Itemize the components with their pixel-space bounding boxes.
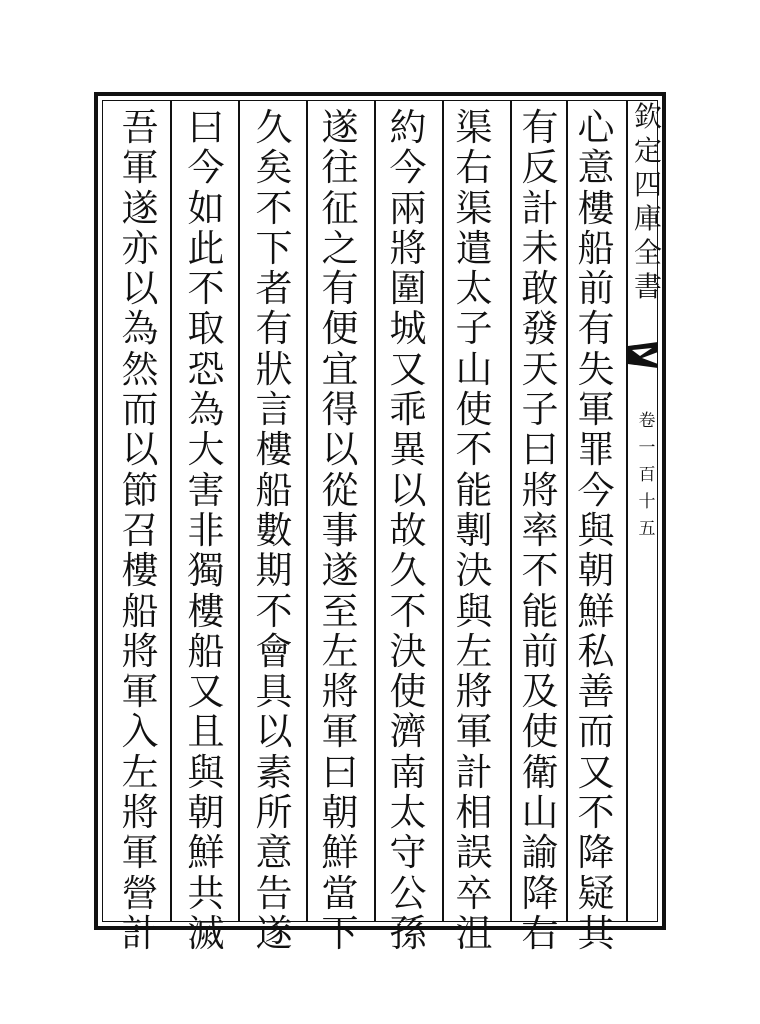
character: 又 bbox=[187, 670, 225, 714]
character: 約 bbox=[389, 106, 427, 149]
character: 子 bbox=[521, 388, 559, 432]
character: 諭 bbox=[521, 831, 559, 875]
character: 疑 bbox=[577, 871, 615, 915]
text-column-6 bbox=[246, 106, 302, 955]
character: 以 bbox=[121, 428, 159, 472]
character: 軍 bbox=[321, 710, 359, 754]
character: 濟 bbox=[389, 710, 427, 754]
character: 今 bbox=[577, 468, 615, 512]
character: 卒 bbox=[455, 871, 493, 915]
text-column-1 bbox=[568, 106, 624, 955]
text-column-8 bbox=[112, 106, 168, 955]
character: 為 bbox=[187, 388, 225, 432]
character: 左 bbox=[121, 750, 159, 794]
character: 曰 bbox=[521, 428, 559, 472]
character: 召 bbox=[121, 508, 159, 552]
column-divider bbox=[306, 100, 308, 922]
character: 遂 bbox=[321, 549, 359, 593]
character: 山 bbox=[455, 347, 493, 391]
character: 又 bbox=[389, 347, 427, 391]
character: 事 bbox=[321, 508, 359, 552]
character: 率 bbox=[521, 508, 559, 552]
character: 樓 bbox=[577, 186, 615, 230]
character: 將 bbox=[121, 629, 159, 673]
character: 船 bbox=[121, 589, 159, 633]
character: 使 bbox=[455, 388, 493, 432]
banxin-title-char: 庫 bbox=[634, 202, 663, 235]
character: 樓 bbox=[255, 428, 293, 472]
character: 使 bbox=[389, 670, 427, 714]
text-column-5 bbox=[312, 106, 368, 955]
banxin-volume-char: 五 bbox=[638, 519, 656, 539]
character: 意 bbox=[577, 146, 615, 190]
banxin-title bbox=[634, 100, 662, 304]
character: 渠 bbox=[455, 106, 493, 149]
character: 遂 bbox=[255, 911, 293, 955]
character: 有 bbox=[577, 307, 615, 351]
character: 太 bbox=[455, 267, 493, 311]
character: 軍 bbox=[121, 831, 159, 875]
text-column-2 bbox=[512, 106, 568, 955]
character: 此 bbox=[187, 226, 225, 270]
character: 獨 bbox=[187, 549, 225, 593]
character: 將 bbox=[521, 468, 559, 512]
character: 遣 bbox=[455, 226, 493, 270]
character: 不 bbox=[455, 428, 493, 472]
character: 言 bbox=[255, 388, 293, 432]
character: 且 bbox=[187, 710, 225, 754]
character: 會 bbox=[255, 629, 293, 673]
character: 大 bbox=[187, 428, 225, 472]
character: 便 bbox=[321, 307, 359, 351]
character: 私 bbox=[577, 629, 615, 673]
character: 樓 bbox=[121, 549, 159, 593]
character: 敢 bbox=[521, 267, 559, 311]
character: 前 bbox=[577, 267, 615, 311]
fish-tail-mark-icon bbox=[628, 342, 658, 368]
character: 太 bbox=[389, 791, 427, 835]
character: 反 bbox=[521, 146, 559, 190]
character: 遂 bbox=[321, 106, 359, 149]
character: 失 bbox=[577, 347, 615, 391]
text-column-4 bbox=[380, 106, 436, 955]
banxin-volume-char: 百 bbox=[638, 465, 656, 485]
character: 軍 bbox=[121, 146, 159, 190]
column-divider bbox=[170, 100, 172, 922]
character: 南 bbox=[389, 750, 427, 794]
character: 告 bbox=[255, 871, 293, 915]
character: 與 bbox=[455, 589, 493, 633]
character: 以 bbox=[389, 468, 427, 512]
character: 久 bbox=[255, 106, 293, 149]
character: 船 bbox=[187, 629, 225, 673]
character: 將 bbox=[455, 670, 493, 714]
character: 山 bbox=[521, 791, 559, 835]
character: 下 bbox=[255, 226, 293, 270]
banxin-title-char: 書 bbox=[634, 270, 663, 303]
character: 狀 bbox=[255, 347, 293, 391]
character: 滅 bbox=[187, 911, 225, 955]
character: 兩 bbox=[389, 186, 427, 230]
banxin-volume-char: 十 bbox=[638, 492, 656, 512]
character: 曰 bbox=[321, 750, 359, 794]
character: 曰 bbox=[187, 106, 225, 149]
character: 決 bbox=[455, 549, 493, 593]
column-divider bbox=[442, 100, 444, 922]
character: 不 bbox=[521, 549, 559, 593]
character: 吾 bbox=[121, 106, 159, 149]
character: 沮 bbox=[455, 911, 493, 955]
text-column-3 bbox=[446, 106, 502, 955]
character: 計 bbox=[455, 750, 493, 794]
character: 然 bbox=[121, 347, 159, 391]
character: 罪 bbox=[577, 428, 615, 472]
banxin-title-char: 欽 bbox=[634, 100, 663, 133]
character: 不 bbox=[255, 186, 293, 230]
character: 船 bbox=[577, 226, 615, 270]
character: 意 bbox=[255, 831, 293, 875]
character: 朝 bbox=[187, 791, 225, 835]
character: 以 bbox=[121, 267, 159, 311]
character: 遂 bbox=[121, 186, 159, 230]
character: 相 bbox=[455, 791, 493, 835]
character: 右 bbox=[455, 146, 493, 190]
character: 其 bbox=[577, 911, 615, 955]
character: 誤 bbox=[455, 831, 493, 875]
character: 守 bbox=[389, 831, 427, 875]
character: 以 bbox=[255, 710, 293, 754]
character: 軍 bbox=[455, 710, 493, 754]
character: 左 bbox=[455, 629, 493, 673]
character: 數 bbox=[255, 508, 293, 552]
character: 營 bbox=[121, 871, 159, 915]
character: 往 bbox=[321, 146, 359, 190]
character: 天 bbox=[521, 347, 559, 391]
character: 計 bbox=[521, 186, 559, 230]
character: 又 bbox=[577, 750, 615, 794]
column-divider bbox=[238, 100, 240, 922]
banxin-title-char: 全 bbox=[634, 236, 663, 269]
character: 不 bbox=[389, 589, 427, 633]
character: 為 bbox=[121, 307, 159, 351]
character: 與 bbox=[187, 750, 225, 794]
character: 將 bbox=[121, 791, 159, 835]
character: 有 bbox=[521, 106, 559, 149]
character: 渠 bbox=[455, 186, 493, 230]
character: 之 bbox=[321, 226, 359, 270]
character: 朝 bbox=[321, 791, 359, 835]
character: 朝 bbox=[577, 549, 615, 593]
character: 公 bbox=[389, 871, 427, 915]
character: 久 bbox=[389, 549, 427, 593]
character: 及 bbox=[521, 670, 559, 714]
character: 如 bbox=[187, 186, 225, 230]
character: 從 bbox=[321, 468, 359, 512]
character: 得 bbox=[321, 388, 359, 432]
character: 軍 bbox=[577, 388, 615, 432]
character: 將 bbox=[389, 226, 427, 270]
character: 鮮 bbox=[577, 589, 615, 633]
character: 具 bbox=[255, 670, 293, 714]
character: 者 bbox=[255, 267, 293, 311]
character: 不 bbox=[577, 791, 615, 835]
banxin-volume-char: 卷 bbox=[638, 411, 656, 431]
character: 孫 bbox=[389, 911, 427, 955]
character: 計 bbox=[121, 911, 159, 955]
character: 鮮 bbox=[187, 831, 225, 875]
banxin-divider bbox=[626, 100, 628, 922]
character: 軍 bbox=[121, 670, 159, 714]
character: 取 bbox=[187, 307, 225, 351]
character: 樓 bbox=[187, 589, 225, 633]
character: 將 bbox=[321, 670, 359, 714]
character: 共 bbox=[187, 871, 225, 915]
character: 子 bbox=[455, 307, 493, 351]
character: 善 bbox=[577, 670, 615, 714]
character: 右 bbox=[521, 911, 559, 955]
character: 今 bbox=[389, 146, 427, 190]
character: 心 bbox=[577, 106, 615, 149]
character: 害 bbox=[187, 468, 225, 512]
character: 入 bbox=[121, 710, 159, 754]
character: 今 bbox=[187, 146, 225, 190]
character: 圍 bbox=[389, 267, 427, 311]
character: 衛 bbox=[521, 750, 559, 794]
character: 能 bbox=[455, 468, 493, 512]
character: 未 bbox=[521, 226, 559, 270]
character: 矣 bbox=[255, 146, 293, 190]
banxin-title-char: 定 bbox=[634, 134, 663, 167]
character: 降 bbox=[577, 831, 615, 875]
character: 乖 bbox=[389, 388, 427, 432]
banxin-volume-char: 一 bbox=[638, 438, 656, 458]
character: 降 bbox=[521, 871, 559, 915]
character: 決 bbox=[389, 629, 427, 673]
character: 剸 bbox=[455, 508, 493, 552]
character: 亦 bbox=[121, 226, 159, 270]
character: 鮮 bbox=[321, 831, 359, 875]
character: 能 bbox=[521, 589, 559, 633]
character: 故 bbox=[389, 508, 427, 552]
character: 左 bbox=[321, 629, 359, 673]
character: 非 bbox=[187, 508, 225, 552]
text-column-7 bbox=[178, 106, 234, 955]
character: 使 bbox=[521, 710, 559, 754]
character: 以 bbox=[321, 428, 359, 472]
character: 有 bbox=[255, 307, 293, 351]
character: 不 bbox=[187, 267, 225, 311]
character: 節 bbox=[121, 468, 159, 512]
character: 前 bbox=[521, 629, 559, 673]
character: 有 bbox=[321, 267, 359, 311]
character: 下 bbox=[321, 911, 359, 955]
character: 異 bbox=[389, 428, 427, 472]
character: 發 bbox=[521, 307, 559, 351]
character: 宜 bbox=[321, 347, 359, 391]
character: 素 bbox=[255, 750, 293, 794]
character: 城 bbox=[389, 307, 427, 351]
character: 而 bbox=[121, 388, 159, 432]
character: 恐 bbox=[187, 347, 225, 391]
character: 所 bbox=[255, 791, 293, 835]
character: 征 bbox=[321, 186, 359, 230]
character: 不 bbox=[255, 589, 293, 633]
character: 船 bbox=[255, 468, 293, 512]
character: 當 bbox=[321, 871, 359, 915]
banxin-title-char: 四 bbox=[634, 168, 663, 201]
character: 至 bbox=[321, 589, 359, 633]
character: 期 bbox=[255, 549, 293, 593]
character: 與 bbox=[577, 508, 615, 552]
column-divider bbox=[374, 100, 376, 922]
character: 而 bbox=[577, 710, 615, 754]
banxin-volume bbox=[636, 408, 658, 543]
